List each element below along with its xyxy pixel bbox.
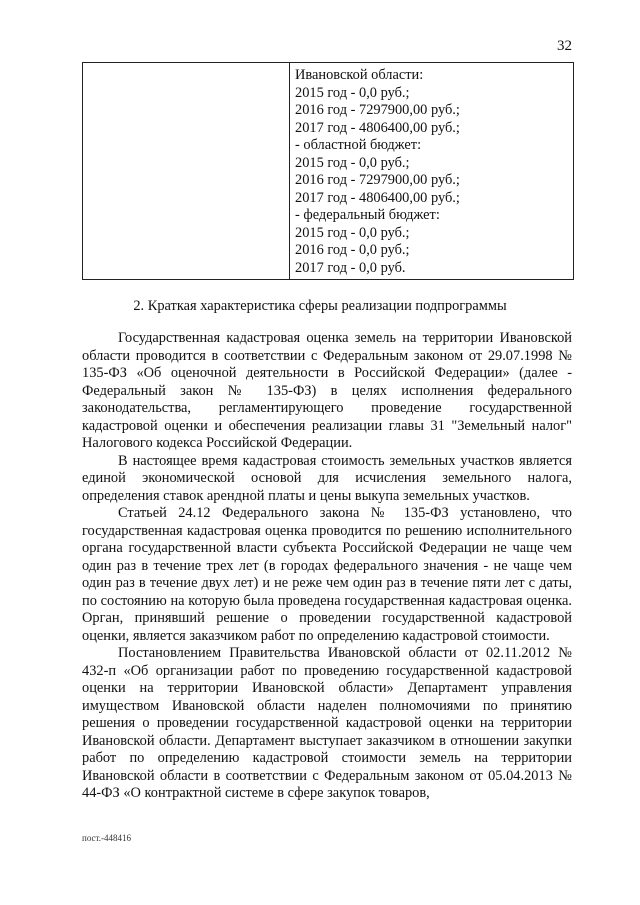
funding-line: 2015 год - 0,0 руб.; (295, 84, 410, 101)
paragraph: Статьей 24.12 Федерального закона № 135-ФЗ установлено, что государственная кадастровая оценка проводится по решению исполнительного органа государственной власти субъекта Российской Федерации не чаще чем один раз в течение трех лет (в городах федерального значения - не чаще чем один раз в течение двух лет) и не реже чем один раз в течение пяти лет с даты, по состоянию на которую была проведена государственная кадастровая оценка. Орган, принявший решение о проведении государственной кадастровой оценки, является заказчиком работ по определению кадастровой стоимости. (82, 505, 572, 644)
paragraph: В настоящее время кадастровая стоимость земельных участков является единой экономической основой для исчисления земельного налога, определения ставок арендной платы и цены выкупа земельных участков. (82, 452, 572, 504)
funding-line: 2016 год - 7297900,00 руб.; (295, 102, 460, 118)
funding-line: 2017 год - 4806400,00 руб.; (295, 119, 460, 136)
body-text (82, 330, 572, 803)
page-number: 32 (557, 38, 572, 54)
funding-line: - федеральный бюджет: (295, 207, 440, 223)
paragraph: Государственная кадастровая оценка земель на территории Ивановской области проводится в соответствии с Федеральным законом от 29.07.1998 № 135-ФЗ «Об оценочной деятельности в Российской Федерации» (далее - Федеральный закон № 135-ФЗ) в целях исполнения федерального законодательства, регламентирующего проведение государственной кадастровой оценки и обеспечения реализации главы 31 "Земельный налог" Налогового кодекса Российской Федерации. (82, 330, 572, 451)
funding-line: 2016 год - 7297900,00 руб.; (295, 172, 460, 188)
funding-line: 2017 год - 0,0 руб. (295, 259, 406, 276)
funding-line: 2015 год - 0,0 руб.; (295, 224, 410, 241)
footer-code: пост.-448416 (82, 833, 132, 843)
funding-line: - областной бюджет: (295, 137, 422, 153)
funding-line: 2017 год - 4806400,00 руб.; (295, 189, 460, 206)
funding-line: Ивановской области: (295, 67, 424, 83)
funding-table (82, 62, 574, 280)
table-cell-empty (83, 63, 290, 279)
funding-line: 2016 год - 0,0 руб.; (295, 242, 410, 258)
funding-line: 2015 год - 0,0 руб.; (295, 154, 410, 171)
paragraph: Постановлением Правительства Ивановской области от 02.11.2012 № 432-п «Об организации работ по проведению государственной кадастровой оценки на территории Ивановской области» Департамент управления имуществом Ивановской области наделен полномочиями по принятию решения о проведении государственной кадастровой оценки на территории Ивановской области. Департамент выступает заказчиком в отношении закупки работ по определению кадастровой стоимости земель на территории Ивановской области в соответствии с Федеральным законом от 05.04.2013 № 44-ФЗ «О контрактной системе в сфере закупок товаров, (82, 645, 572, 801)
table-cell-funding (290, 63, 573, 279)
section-heading: 2. Краткая характеристика сферы реализации подпрограммы (133, 298, 507, 314)
